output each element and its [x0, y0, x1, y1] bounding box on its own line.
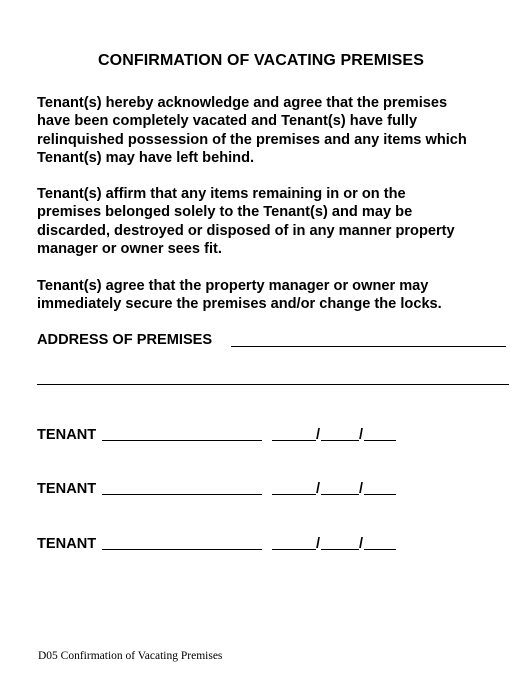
date-separator: / — [359, 427, 364, 443]
tenant-label: TENANT — [37, 427, 97, 443]
paragraph-line: have been completely vacated and Tenant(s) have fully — [37, 113, 418, 130]
tenant-signature-line[interactable] — [102, 494, 262, 495]
paragraph-line: relinquished possession of the premises and any items which — [37, 131, 467, 148]
paragraph-line: manager or owner sees fit. — [37, 241, 222, 258]
date-month-line[interactable] — [272, 549, 316, 550]
date-year-line[interactable] — [364, 494, 396, 495]
address-line-1[interactable] — [231, 346, 506, 347]
date-month-line[interactable] — [272, 494, 316, 495]
date-year-line[interactable] — [364, 549, 396, 550]
date-separator: / — [316, 536, 321, 552]
paragraph-line: Tenant(s) hereby acknowledge and agree that the premises — [37, 95, 448, 111]
tenant-label: TENANT — [37, 481, 97, 497]
date-day-line[interactable] — [321, 440, 359, 441]
page-footer: D05 Confirmation of Vacating Premises — [38, 650, 223, 662]
address-label: ADDRESS OF PREMISES — [37, 332, 213, 348]
date-year-line[interactable] — [364, 440, 396, 441]
paragraph-line: Tenant(s) may have left behind. — [37, 150, 255, 167]
paragraph-line: Tenant(s) affirm that any items remaining in or on the — [37, 186, 406, 202]
tenant-signature-line[interactable] — [102, 440, 262, 441]
tenant-signature-line[interactable] — [102, 549, 262, 550]
paragraph-affirmation — [37, 185, 519, 259]
date-day-line[interactable] — [321, 549, 359, 550]
address-line-2[interactable] — [37, 384, 509, 385]
paragraph-line: discarded, destroyed or disposed of in any manner property — [37, 222, 455, 239]
date-separator: / — [316, 427, 321, 443]
date-day-line[interactable] — [321, 494, 359, 495]
date-separator: / — [316, 481, 321, 497]
paragraph-agreement — [37, 277, 519, 314]
document-title: CONFIRMATION OF VACATING PREMISES — [98, 52, 424, 69]
date-separator: / — [359, 536, 364, 552]
date-month-line[interactable] — [272, 440, 316, 441]
paragraph-line: immediately secure the premises and/or change the locks. — [37, 296, 442, 313]
paragraph-line: premises belonged solely to the Tenant(s) and may be — [37, 204, 413, 221]
paragraph-line: Tenant(s) agree that the property manager or owner may — [37, 278, 429, 294]
paragraph-acknowledgement — [37, 94, 519, 168]
date-separator: / — [359, 481, 364, 497]
tenant-label: TENANT — [37, 536, 97, 552]
